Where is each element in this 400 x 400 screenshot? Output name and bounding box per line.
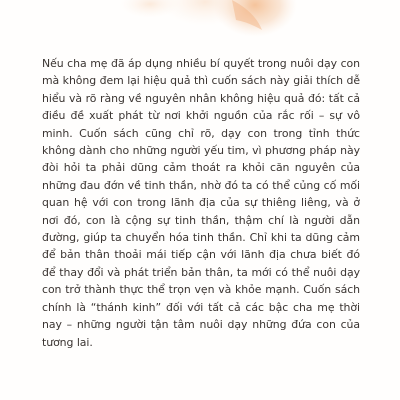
body-text [42,55,360,351]
paragraph: Nếu cha mẹ đã áp dụng nhiều bí quyết trong nuôi dạy con mà không đem lại hiệu quả thì cuốn sách này giải thích dễ hiểu và rõ ràng về nguyên nhân không hiệu quả đó: tất cả điều đề xuất phát từ nơi khởi nguồn của rắc rối – sự vô minh. Cuốn sách cũng chỉ rõ, dạy con trong tỉnh thức không dành cho những người yếu tim, vì phương pháp này đòi hỏi ta phải dũng cảm thoát ra khỏi căn nguyên của những đau đớn về tinh thần, nhờ đó ta có thể củng cố mối quan hệ với con trong lãnh địa của sự thiêng liêng, và ở nơi đó, con là cộng sự tinh thần, thậm chí là người dẫn đường, giúp ta chuyển hóa tinh thần. Chỉ khi ta dũng cảm để bản thân thoải mái tiếp cận với lãnh địa chưa biết đó để thay đổi và phát triển bản thân, ta mới có thể nuôi dạy con trở thành thực thể trọn vẹn và khỏe mạnh. Cuốn sách chính là “thánh kinh” đối với tất cả các bậc cha mẹ thời nay – những người tận tâm nuôi dạy những đứa con của tương lai. [42,57,360,349]
